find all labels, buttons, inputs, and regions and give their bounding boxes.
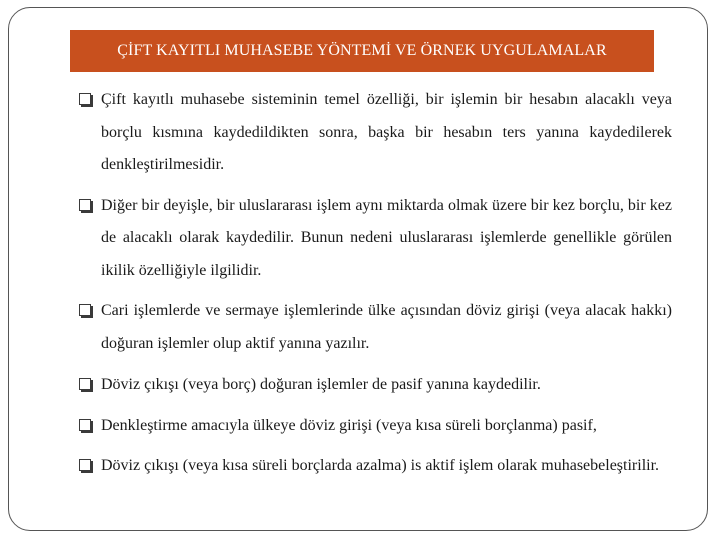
square-bullet-icon [79, 304, 91, 316]
bullet-item [79, 410, 672, 443]
bullet-item [79, 450, 672, 483]
bullet-text: Diğer bir deyişle, bir uluslararası işlem aynı miktarda olmak üzere bir kez borçlu, bir kez de alacaklı olarak kaydedilir. Bunun nedeni uluslararası işlemlerde genellikle görülen ikilik özelliğiyle ilgilidir. [101, 196, 672, 279]
bullet-item [79, 369, 672, 402]
slide-title: ÇİFT KAYITLI MUHASEBE YÖNTEMİ VE ÖRNEK UYGULAMALAR [117, 42, 607, 59]
bullet-item [79, 190, 672, 288]
square-bullet-icon [79, 199, 91, 211]
bullet-text: Cari işlemlerde ve sermaye işlemlerinde ülke açısından döviz girişi (veya alacak hakkı) doğuran işlemler olup aktif yanına yazılır. [101, 302, 672, 352]
bullet-text: Döviz çıkışı (veya borç) doğuran işlemler de pasif yanına kaydedilir. [101, 376, 541, 393]
bullet-list [79, 84, 672, 483]
bullet-item [79, 295, 672, 360]
bullet-item [79, 84, 672, 182]
slide-title-bar [70, 30, 654, 72]
square-bullet-icon [79, 459, 91, 471]
bullet-text: Denkleştirme amacıyla ülkeye döviz girişi (veya kısa süreli borçlanma) pasif, [101, 416, 597, 434]
square-bullet-icon [79, 378, 91, 390]
square-bullet-icon [79, 93, 91, 105]
bullet-text: Çift kayıtlı muhasebe sisteminin temel özelliği, bir işlemin bir hesabın alacaklı veya borçlu kısmına kaydedildikten sonra, başka bir hesabın ters yanına kaydedilerek denkleştirilmesidir. [101, 91, 672, 173]
square-bullet-icon [79, 419, 91, 431]
bullet-text: Döviz çıkışı (veya kısa süreli borçlarda azalma) is aktif işlem olarak muhasebeleştirilir. [101, 457, 660, 474]
